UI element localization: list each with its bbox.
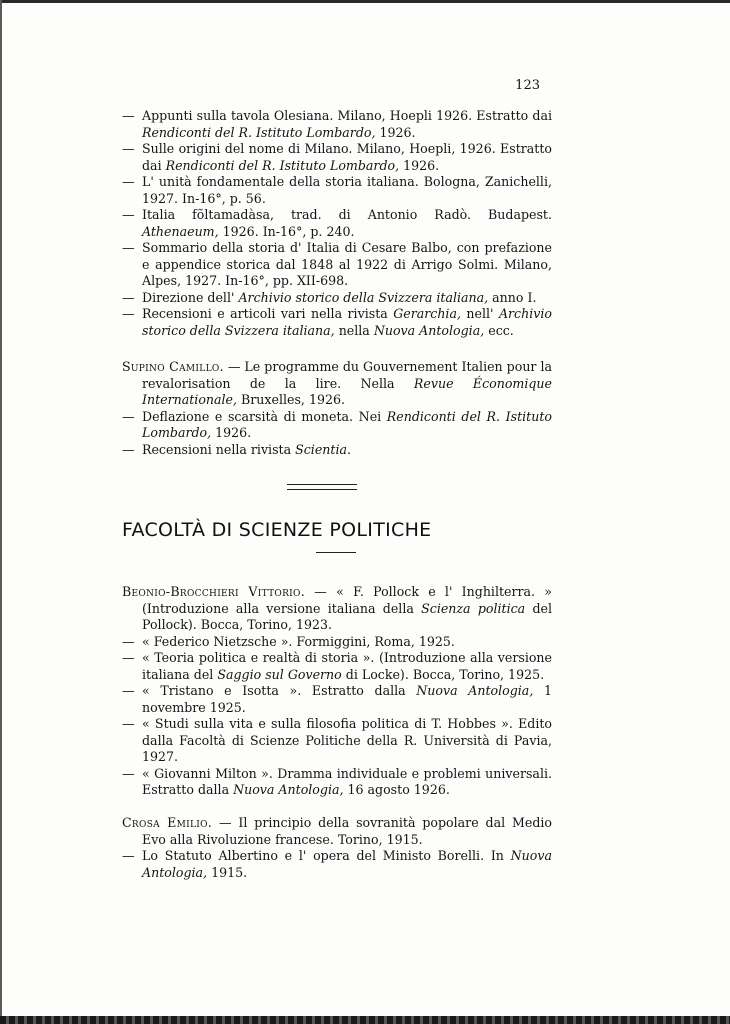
entry-text: 1 novembre 1925. <box>142 683 552 715</box>
italic-title: Nuova Antologia, <box>233 782 344 797</box>
bibliography-entry <box>122 207 552 240</box>
title-underline <box>316 552 356 553</box>
entry-text: L' unità fondamentale della storia italiana. Bologna, Zanichelli, 1927. In-16°, p. 56. <box>142 174 552 206</box>
entry-dash: — <box>122 765 135 781</box>
entry-text: Italia fõltamadàsa, trad. di Antonio Radò. Budapest. <box>142 207 552 222</box>
entry-dash: — <box>122 141 135 156</box>
italic-title: Rendiconti del R. Istituto Lombardo, <box>165 157 400 173</box>
entry-text: 1926. <box>375 124 416 140</box>
bibliography-supino <box>122 359 552 458</box>
entry-text: del Pollock). Bocca, Torino, 1923. <box>142 600 552 632</box>
entry-text: « Tristano e Isotta ». Estratto dalla <box>142 683 417 698</box>
entry-text: 1926. In-16°, p. 240. <box>218 223 355 239</box>
bibliography-entry <box>122 442 552 459</box>
italic-title: Scienza politica <box>421 600 526 616</box>
section-title: FACOLTÀ DI SCIENZE POLITICHE <box>122 519 432 541</box>
bibliography-continued <box>122 108 552 339</box>
entry-text: — Il principio della sovranità popolare dal Medio Evo alla Rivoluzione francese. Torino, 1915. <box>142 815 552 847</box>
entry-dash: — <box>122 848 135 863</box>
entry-text: Sulle origini del nome di Milano. Milano, Hoepli, 1926. Estratto dai <box>142 141 552 173</box>
author-entry <box>122 815 552 848</box>
bibliography-entry <box>122 141 552 174</box>
entry-text: « Federico Nietzsche ». Formiggini, Roma, 1925. <box>142 633 455 649</box>
entry-dash: — <box>122 174 135 189</box>
author-name: Beonio-Brocchieri Vittorio. <box>122 584 306 599</box>
entry-dash: — <box>122 683 135 698</box>
entry-dash: — <box>122 108 135 123</box>
section-divider <box>287 484 357 490</box>
entry-dash: — <box>122 240 135 255</box>
entry-text: nell' <box>460 306 499 321</box>
entry-text: 16 agosto 1926. <box>343 782 450 797</box>
author-entry <box>122 359 552 409</box>
bibliography-entry <box>122 634 552 651</box>
entry-text: 1915. <box>207 864 248 880</box>
entry-dash: — <box>122 306 135 321</box>
entry-text: Deflazione e scarsità di moneta. Nei <box>142 408 387 424</box>
italic-title: Nuova Antologia, <box>142 848 552 880</box>
italic-title: Scientia. <box>295 441 351 457</box>
scan-edge-left <box>0 0 2 1024</box>
entry-dash: — <box>122 716 135 731</box>
scan-edge-bottom <box>0 1016 730 1024</box>
italic-title: Nuova Antologia, <box>373 322 485 338</box>
entry-text: 1926. <box>399 157 440 173</box>
italic-title: Saggio sul Governo <box>217 666 342 682</box>
entry-text: di Locke). Bocca, Torino, 1925. <box>341 666 545 682</box>
entry-dash: — <box>122 441 135 457</box>
entry-text: Lo Statuto Albertino e l' opera del Ministo Borelli. In <box>142 848 511 863</box>
bibliography-entry <box>122 290 552 307</box>
italic-title: Rendiconti del R. Istituto Lombardo, <box>142 408 552 440</box>
bibliography-entry <box>122 306 552 339</box>
entry-text: « Teoria politica e realtà di storia ». (Introduzione alla versione italiana del <box>142 650 552 682</box>
italic-title: Revue Économique Internationale, <box>142 375 552 407</box>
entry-dash: — <box>122 650 135 665</box>
entry-dash: — <box>122 289 135 305</box>
entry-text: Recensioni nella rivista <box>142 441 296 457</box>
bibliography-entry <box>122 683 552 716</box>
bibliography-beonio-brocchieri <box>122 584 552 799</box>
entry-text: Bruxelles, 1926. <box>237 392 345 407</box>
entry-text: Sommario della storia d' Italia di Cesare Balbo, con prefazione e appendice storica dal 1848 al 1922 di Arrigo Solmi. Milano, Alpes, 1927. In-16°, pp. XII-698. <box>142 240 552 288</box>
italic-title: Archivio storico della Svizzera italiana, <box>142 306 552 338</box>
author-entry <box>122 584 552 634</box>
scan-edge-top <box>0 0 730 3</box>
bibliography-crosa <box>122 815 552 881</box>
page-number: 123 <box>515 78 540 93</box>
bibliography-entry <box>122 108 552 141</box>
entry-text: — Le programme du Gouvernement Italien pour la revalorisation de la lire. Nella <box>142 359 552 391</box>
author-name: Crosa Emilio. <box>122 815 213 830</box>
entry-text: Appunti sulla tavola Olesiana. Milano, Hoepli 1926. Estratto dai <box>142 108 552 123</box>
entry-text: nella <box>334 322 374 338</box>
italic-title: Archivio storico della Svizzera italiana, <box>238 289 489 305</box>
author-name: Supino Camillo. <box>122 359 224 374</box>
italic-title: Athenaeum, <box>142 223 219 239</box>
italic-title: Gerarchia, <box>393 306 461 321</box>
bibliography-entry <box>122 716 552 766</box>
italic-title: Nuova Antologia, <box>416 683 534 698</box>
entry-text: « Studi sulla vita e sulla filosofia politica di T. Hobbes ». Edito dalla Facoltà di Scienze Politiche della R. Università di Pavia, 1927. <box>142 716 552 764</box>
bibliography-entry <box>122 848 552 881</box>
entry-text: — « F. Pollock e l' Inghilterra. » (Introduzione alla versione italiana della <box>142 584 553 616</box>
entry-text: anno I. <box>488 289 537 305</box>
entry-dash: — <box>122 207 135 222</box>
bibliography-entry <box>122 766 552 799</box>
italic-title: Rendiconti del R. Istituto Lombardo, <box>142 124 376 140</box>
entry-text: ecc. <box>484 322 514 338</box>
entry-text: Direzione dell' <box>142 289 239 305</box>
entry-dash: — <box>122 408 135 424</box>
entry-text: « Giovanni Milton ». Dramma individuale e problemi universali. Estratto dalla <box>142 765 552 797</box>
bibliography-entry <box>122 650 552 683</box>
bibliography-entry <box>122 240 552 290</box>
entry-text: Recensioni e articoli vari nella rivista <box>142 306 394 321</box>
entry-dash: — <box>122 633 135 649</box>
entry-text: 1926. <box>211 425 252 440</box>
bibliography-entry <box>122 409 552 442</box>
bibliography-entry <box>122 174 552 207</box>
